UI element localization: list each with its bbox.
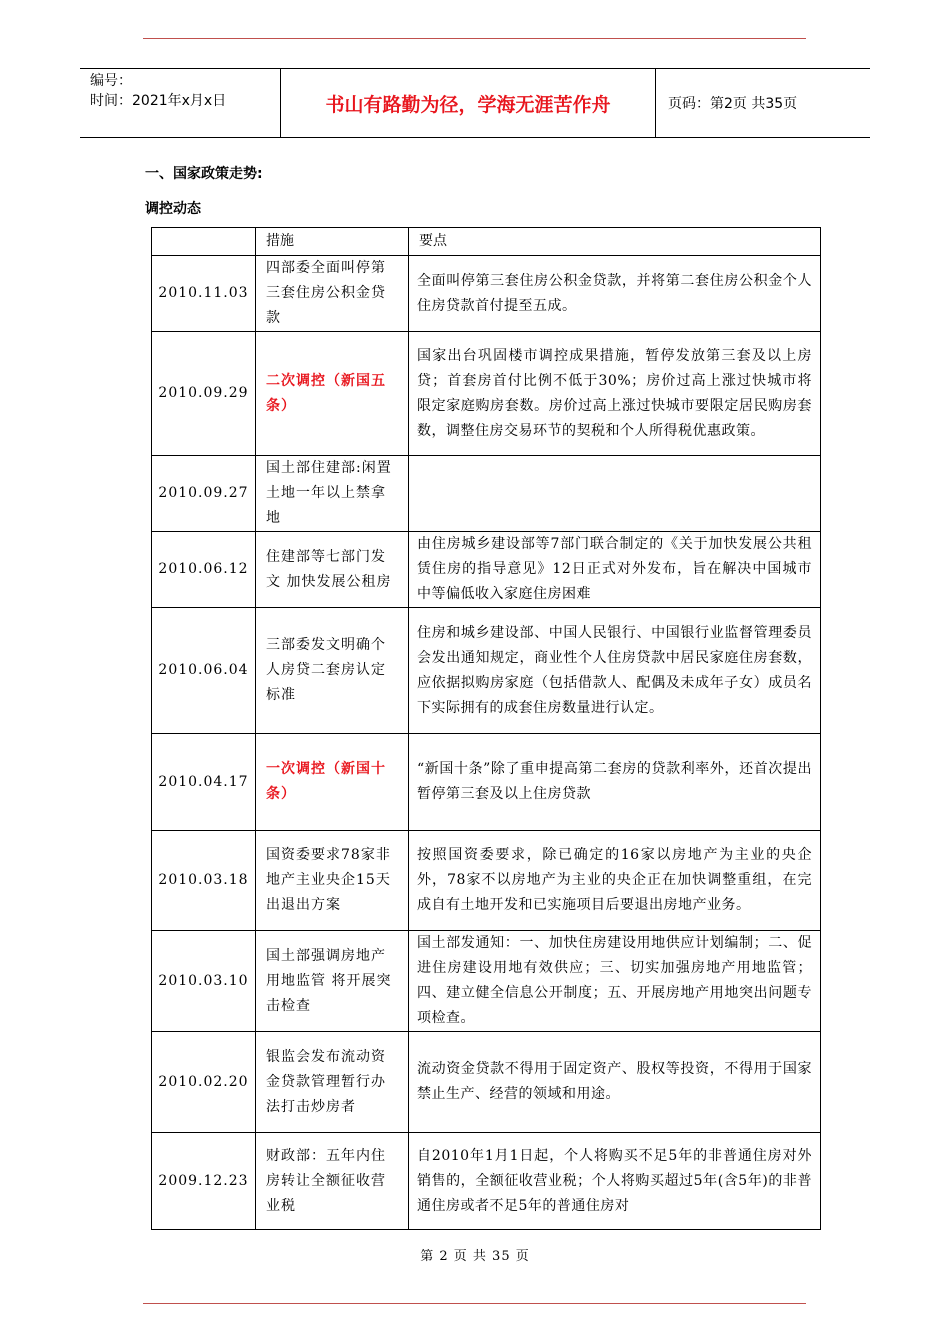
header-motto: 书山有路勤为径，学海无涯苦作舟 [281, 69, 656, 137]
table-header-row [152, 228, 821, 256]
subsection-title: 调控动态 [145, 201, 201, 217]
point-cell: 按照国资委要求，除已确定的16家以房地产为主业的央企外，78家不以房地产为主业的央企正在加快调整重组，在完成自有土地开发和已实施项目后要退出房地产业务。 [409, 831, 821, 931]
measure-cell: 住建部等七部门发文 加快发展公租房 [256, 532, 409, 608]
page-footer: 第 2 页 共 35 页 [420, 1249, 530, 1264]
table-row [152, 256, 821, 332]
table-row [152, 332, 821, 456]
table-row [152, 1032, 821, 1133]
table-row [152, 734, 821, 831]
section-title: 一、国家政策走势: [145, 166, 263, 182]
table-row [152, 456, 821, 532]
point-cell [409, 456, 821, 532]
header-cell-date [152, 228, 256, 256]
date-cell: 2010.03.10 [152, 931, 256, 1032]
top-divider [143, 38, 806, 39]
date-cell: 2010.09.27 [152, 456, 256, 532]
policy-table [151, 227, 821, 1230]
table-row [152, 1133, 821, 1230]
header-page-info: 页码：第2页 共35页 [668, 96, 798, 112]
bottom-divider [143, 1303, 806, 1304]
date-cell: 2010.06.12 [152, 532, 256, 608]
date-cell: 2010.11.03 [152, 256, 256, 332]
measure-cell: 国土部住建部:闲置土地一年以上禁拿地 [256, 456, 409, 532]
date-cell: 2010.06.04 [152, 608, 256, 734]
date-cell: 2010.04.17 [152, 734, 256, 831]
measure-cell: 国土部强调房地产用地监管 将开展突击检查 [256, 931, 409, 1032]
point-cell: 由住房城乡建设部等7部门联合制定的《关于加快发展公共租赁住房的指导意见》12日正式对外发布，旨在解决中国城市中等偏低收入家庭住房困难 [409, 532, 821, 608]
measure-cell: 四部委全面叫停第三套住房公积金贷款 [256, 256, 409, 332]
number-label: 编号： [90, 73, 132, 89]
date-cell: 2010.03.18 [152, 831, 256, 931]
point-cell: 流动资金贷款不得用于固定资产、股权等投资，不得用于国家禁止生产、经营的领域和用途。 [409, 1032, 821, 1133]
point-cell: “新国十条”除了重申提高第二套房的贷款利率外，还首次提出暂停第三套及以上住房贷款 [409, 734, 821, 831]
table-row [152, 608, 821, 734]
measure-cell: 国资委要求78家非地产主业央企15天出退出方案 [256, 831, 409, 931]
point-cell: 全面叫停第三套住房公积金贷款，并将第二套住房公积金个人住房贷款首付提至五成。 [409, 256, 821, 332]
table-row [152, 931, 821, 1032]
measure-cell: 三部委发文明确个人房贷二套房认定标准 [256, 608, 409, 734]
table-row [152, 532, 821, 608]
date-cell: 2009.12.23 [152, 1133, 256, 1230]
measure-cell: 财政部：五年内住房转让全额征收营业税 [256, 1133, 409, 1230]
point-cell: 住房和城乡建设部、中国人民银行、中国银行业监督管理委员会发出通知规定，商业性个人住房贷款中居民家庭住房套数，应依据拟购房家庭（包括借款人、配偶及未成年子女）成员名下实际拥有的成套住房数量进行认定。 [409, 608, 821, 734]
measure-cell: 一次调控（新国十条） [256, 734, 409, 831]
header-meta [80, 69, 281, 137]
date-cell: 2010.02.20 [152, 1032, 256, 1133]
point-cell: 国土部发通知：一、加快住房建设用地供应计划编制；二、促进住房建设用地有效供应；三、切实加强房地产用地监管；四、建立健全信息公开制度；五、开展房地产用地突出问题专项检查。 [409, 931, 821, 1032]
measure-cell: 银监会发布流动资金贷款管理暂行办法打击炒房者 [256, 1032, 409, 1133]
header-cell-measure: 措施 [256, 228, 409, 256]
measure-cell: 二次调控（新国五条） [256, 332, 409, 456]
date-cell: 2010.09.29 [152, 332, 256, 456]
point-cell: 国家出台巩固楼市调控成果措施，暂停发放第三套及以上房贷；首套房首付比例不低于30%；房价过高上涨过快城市将限定家庭购房套数。房价过高上涨过快城市要限定居民购房套数，调整住房交易环节的契税和个人所得税优惠政策。 [409, 332, 821, 456]
page-header [80, 68, 870, 138]
time-label: 时间：2021年x月x日 [90, 93, 227, 109]
table-row [152, 831, 821, 931]
point-cell: 自2010年1月1日起，个人将购买不足5年的非普通住房对外销售的，全额征收营业税；个人将购买超过5年(含5年)的非普通住房或者不足5年的普通住房对 [409, 1133, 821, 1230]
header-cell-point: 要点 [409, 228, 821, 256]
